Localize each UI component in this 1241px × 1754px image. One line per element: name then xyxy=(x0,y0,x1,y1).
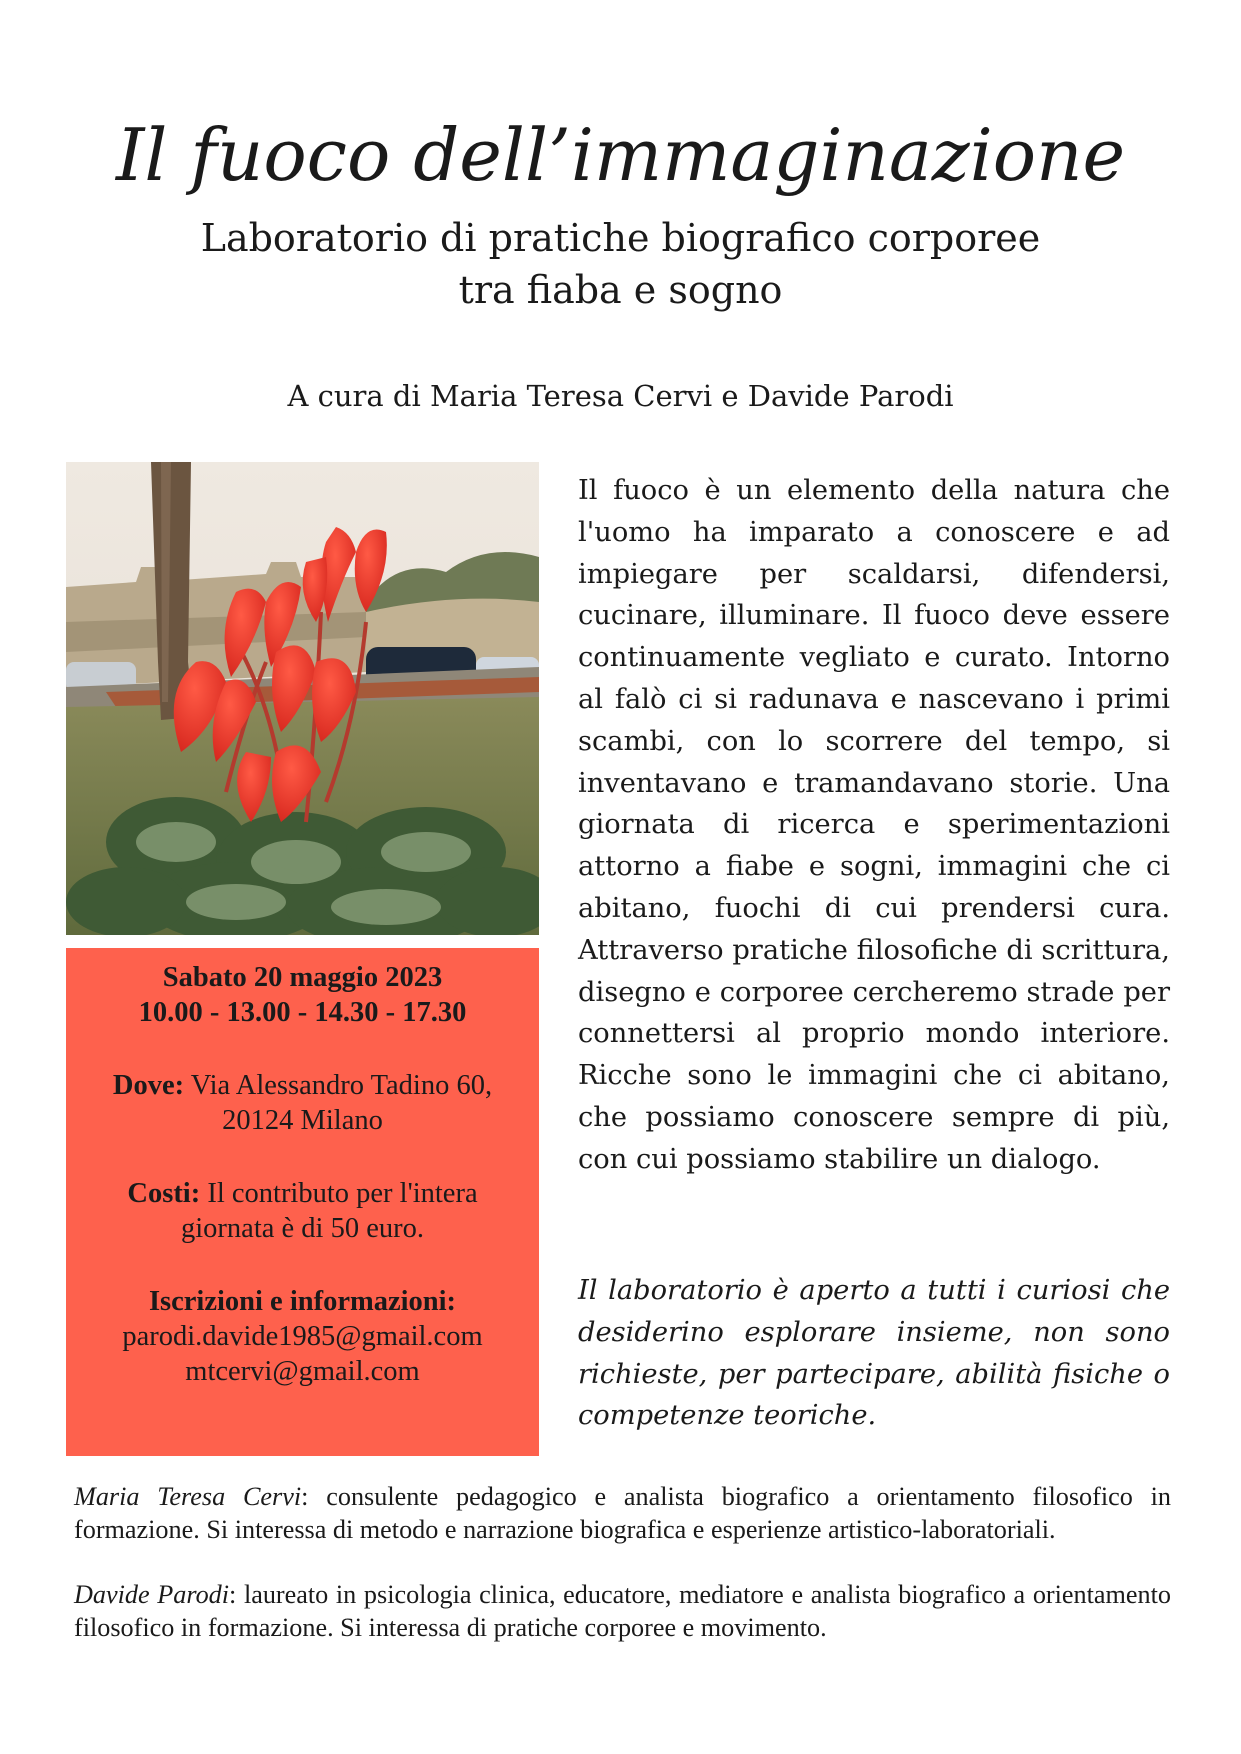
cyclamen-photo xyxy=(66,462,539,935)
email-mtcervi[interactable]: mtcervi@gmail.com xyxy=(185,1356,420,1387)
subtitle xyxy=(0,212,1241,316)
description-paragraph: Il fuoco è un elemento della natura che l'uomo ha imparato a conoscere e ad impiegare per scaldarsi, difendersi, cucinare, illuminare. Il fuoco deve essere continuamente vegliato e curato. Intorno al falò ci si radunava e nascevano i primi scambi, con lo scorrere del tempo, si inventavano e tramandavano storie. Una giornata di ricerca e sperimentazioni attorno a fiabe e sogni, immagini che ci abitano, fuochi di cui prendersi cura. Attraverso pratiche filosofiche di scrittura, disegno e corporee cercheremo strade per connettersi al proprio mondo interiore. Ricche sono le immagini che ci abitano, che possiamo conoscere sempre di più, con cui possiamo stabilire un dialogo. xyxy=(578,475,1170,1175)
event-hours: 10.00 - 13.00 - 14.30 - 17.30 xyxy=(138,997,467,1028)
bio-cervi-name: Maria Teresa Cervi xyxy=(74,1482,302,1511)
event-date: Sabato 20 maggio 2023 xyxy=(162,962,443,993)
page-title: Il fuoco dell’immaginazione xyxy=(115,113,1126,197)
cost-line2: giornata è di 50 euro. xyxy=(181,1213,424,1244)
bio-cervi-text: : consulente pedagogico e analista biografico a orientamento filosofico in formazione. Si interessa di metodo e narrazione biografica e esperienze artistico-laboratoriali. xyxy=(74,1482,1171,1544)
where-label: Dove: xyxy=(112,1070,185,1101)
where-address-line1: Via Alessandro Tadino 60, xyxy=(190,1070,493,1101)
event-info-box xyxy=(66,948,539,1456)
curators-line: A cura di Maria Teresa Cervi e Davide Parodi xyxy=(287,379,954,413)
bio-parodi xyxy=(74,1578,1171,1644)
bio-parodi-name: Davide Parodi xyxy=(74,1580,230,1609)
bio-cervi xyxy=(74,1480,1171,1546)
bios-section xyxy=(74,1480,1171,1676)
where-address-line2: 20124 Milano xyxy=(222,1105,383,1136)
subtitle-line-1: Laboratorio di pratiche biografico corporee xyxy=(200,216,1041,260)
bio-parodi-text: : laureato in psicologia clinica, educatore, mediatore e analista biografico a orientamento filosofico in formazione. Si interessa di pratiche corporee e movimento. xyxy=(74,1580,1171,1642)
cost-label: Costi: xyxy=(127,1178,201,1209)
cost-line1: Il contributo per l'intera xyxy=(207,1178,478,1209)
contacts-label: Iscrizioni e informazioni: xyxy=(148,1286,457,1317)
email-davide[interactable]: parodi.davide1985@gmail.com xyxy=(122,1321,483,1352)
subtitle-line-2: tra fiaba e sogno xyxy=(458,268,783,312)
description-note: Il laboratorio è aperto a tutti i curiosi che desiderino esplorare insieme, non sono richieste, per partecipare, abilità fisiche o competenze teoriche. xyxy=(578,1275,1170,1432)
